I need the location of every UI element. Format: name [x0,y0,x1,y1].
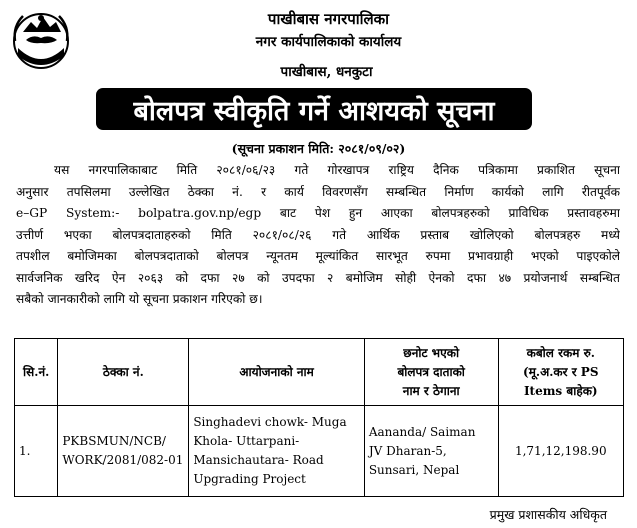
cell-amount: 1,71,12,198.90 [498,406,623,497]
project-line: Singhadevi chowk- Muga [193,415,347,429]
project-line: Upgrading Project [193,472,306,486]
notice-line: अनुसार तपसिलमा उल्लेखित ठेक्का नं. र कार्य विवरणसँग सम्बन्धित निर्माण कार्यको लागि रीतपूर्वक [16,184,620,199]
bidder-line: Aananda/ Saiman [368,424,476,439]
bidder-line: Sunsari, Nepal [368,462,460,477]
office-name: नगर कार्यपालिकाको कार्यालय [255,34,402,50]
cell-project-name [189,406,365,497]
notice-body [16,160,620,311]
notice-line: यस नगरपालिकाबाट मिति २०८१/०६/२३ गते गोरखापत्र राष्ट्रिय दैनिक पत्रिकामा प्रकाशित सूचना [54,163,620,177]
amount-header-line: कबोल रकम रु. [526,345,595,360]
contract-no-line: WORK/2081/082-01 [62,453,184,467]
col-header-project-name: आयोजनाको नाम [189,339,365,406]
notice-line: उत्तीर्ण भएका बोलपत्रदाताहरुको मिति २०८१/०८/२६ गते आर्थिक प्रस्ताब खोलिएको बोलपत्रहरु मध्ये [16,227,620,242]
col-header-bidder [364,339,498,406]
bidder-header-line: बोलपत्र दाताको [397,364,465,379]
bids-table [14,338,624,497]
bidder-header-line: छनोट भएको [403,345,460,360]
cell-sn: 1. [15,406,58,497]
publish-date: (सूचना प्रकाशन मिति: २०८१/०९/०२) [231,141,406,156]
notice-line: तपशील बमोजिमका बोलपत्रदाताको बोलपत्र न्यूनतम मूल्यांकित सारभूत रुपमा प्रभावग्राही भएको पाइएकोले [16,249,620,263]
org-name: पाखीबास नगरपालिका [267,10,390,28]
table-header-row [15,339,624,406]
project-line: Khola- Uttarpani- [193,434,300,448]
amount-header-line: Items बाहेक) [523,383,598,398]
notice-line: e–GP System:- bolpatra.gov.np/egp बाट पेश हुन आएका बोलपत्रहरुको प्राविधिक प्रस्तावहरुमा [16,206,620,220]
bidder-header-line: नाम र ठेगाना [402,383,460,398]
office-address: पाखीबास, धनकुटा [280,64,373,80]
table-row [15,406,624,497]
col-header-contract-no: ठेक्का नं. [58,339,189,406]
bidder-line: JV Dharan-5, [368,443,447,458]
project-line: Mansichautara- Road [193,453,324,467]
notice-line: सबैको जानकारीको लागि यो सूचना प्रकाशन गरिएको छ। [16,292,263,306]
col-header-sn: सि.नं. [15,339,58,406]
cell-bidder [364,406,498,497]
contract-no-line: PKBSMUN/NCB/ [62,434,166,448]
signoff-title: प्रमुख प्रशासकीय अधिकृत [489,507,607,522]
col-header-amount [498,339,623,406]
notice-title: बोलपत्र स्वीकृति गर्ने आशयको सूचना [96,88,532,130]
notice-line: सार्वजनिक खरिद ऐन २०६३ को दफा २७ को उपदफा २ बमोजिम सोही ऐनको दफा ४७ प्रयोजनार्थ सम्बन्धित [16,270,620,285]
amount-header-line: (मू.अ.कर र PS [523,364,599,379]
cell-contract-no [58,406,189,497]
